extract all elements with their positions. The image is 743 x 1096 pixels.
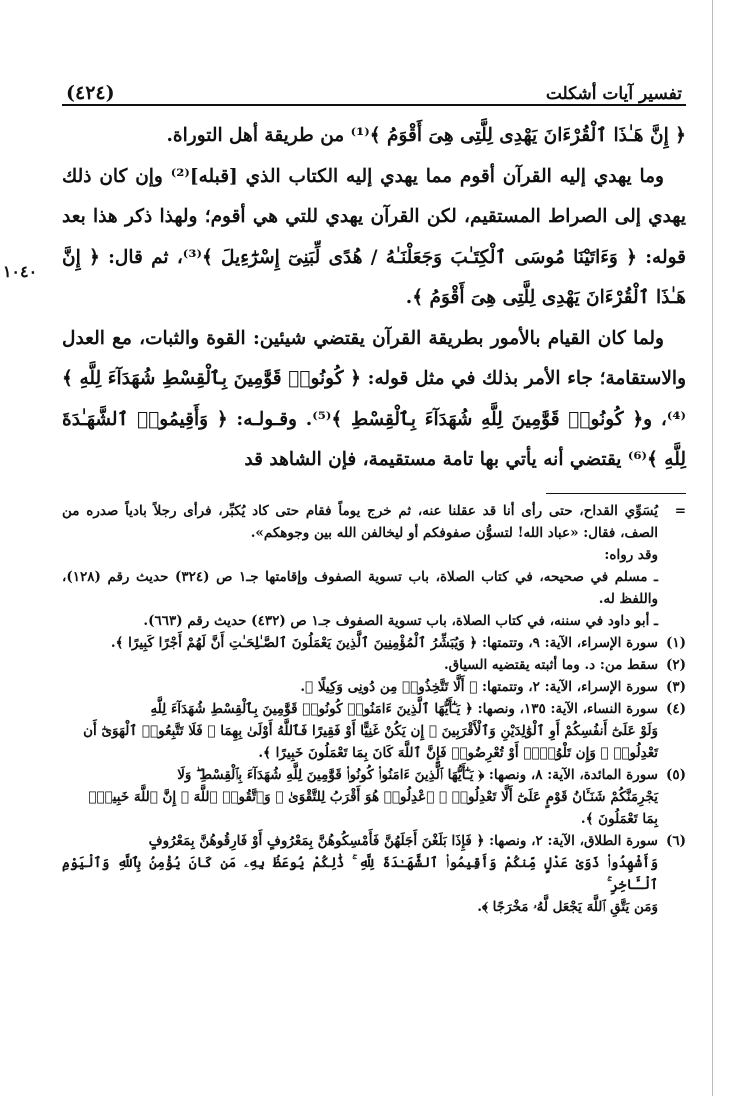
footnote-line: تَعْدِلُوا۟ ۚ وَإِن تَلْوُۥٓا۟ أَوْ تُعْرِضُوا۟ فَإِنَّ ٱللَّهَ كَانَ بِمَا تَعْمَلُونَ خَبِيرًا ﴾. [258,744,658,761]
continuation-line: ـ مسلم في صحيحه، في كتاب الصلاة، باب تسوية الصفوف وإقامتها جـ١ ص (٣٢٤) حديث رقم (١٢٨)، واللفظ له. [62,568,659,607]
continuation-line: وقد رواه: [604,546,658,563]
footnote-line: سورة الطلاق، الآية: ٢، ونصها: ﴿ فَإِذَا بَلَغْنَ أَجَلَهُنَّ فَأَمْسِكُوهُنَّ بِمَعْرُوفٍ أَوْ فَارِقُوهُنَّ بِمَعْرُوفٍ [148,832,658,849]
page-edge-line [712,0,713,1096]
footnote-line: سورة الإسراء، الآية: ٢، وتتمتها: ﴿ أَلَّا تَتَّخِذُوا۟ مِن دُونِى وَكِيلًا ﴾. [300,678,658,695]
continuation-line: يُسَوِّي القداح، حتى رأى أنا قد عقلنا عنه، ثم خرج يوماً فقام حتى كاد يُكبِّر، فرأى رجلاً بادياً صدره من الصف، فقال: «عباد الله! لتسوُّن صفوفكم أو ليخالفن الله بين وجوهكم». [62,502,658,541]
footnote-line: سورة الإسراء، الآية: ٩، وتتمتها: ﴿ وَيُبَشِّرُ ٱلْمُؤْمِنِينَ ٱلَّذِينَ يَعْمَلُونَ ٱلصَّـٰلِحَـٰتِ أَنَّ لَهُمْ أَجْرًا كَبِيرًا ﴾. [110,634,658,651]
footnote-line: بِمَا تَعْمَلُونَ ﴾. [580,810,658,827]
footnote-3 [62,676,686,698]
footnote-line: سورة المائدة، الآية: ٨، ونصها: ﴿ يَـٰٓأَيُّهَا ٱلَّذِينَ ءَامَنُوا۟ كُونُوا۟ قَوَّٰمِينَ لِلَّهِ شُهَدَآءَ بِٱلْقِسْطِ ۖ وَلَا [177,766,658,783]
main-text [62,116,686,481]
footnote-number: (٢) [665,656,686,673]
running-header [62,70,686,106]
continuation-line: ـ أبو داود في سننه، في كتاب الصلاة، باب تسوية الصفوف جـ١ ص (٤٣٢) حديث رقم (٦٦٣). [143,612,658,629]
header-title: تفسير آيات أشكلت [545,84,682,104]
footnote-1 [62,632,686,654]
footnote-number: (١) [665,634,686,651]
footnote-number: (٤) [665,700,686,717]
footnote-line: سقط من: د. وما أثبته يقتضيه السياق. [443,656,658,673]
footnote-number: (٣) [665,678,686,695]
margin-page-number: ١٠٤٠ [2,262,38,281]
footnote-line: وَلَوْ عَلَىٰٓ أَنفُسِكُمْ أَوِ ٱلْوَٰلِدَيْنِ وَٱلْأَقْرَبِينَ ۚ إِن يَكُنْ غَنِيًّا أَوْ فَقِيرًا فَٱللَّهُ أَوْلَىٰ بِهِمَا ۖ فَلَا تَتَّبِعُوا۟ ٱلْهَوَىٰٓ أَن [83,722,658,739]
footnote-number: (٦) [665,832,686,849]
paragraph-3: ولما كان القيام بالأمور بطريقة القرآن يقتضي شيئين: القوة والثبات، مع العدل والاستقامة؛ جاء الأمر بذلك في مثل قوله: ﴿ كُونُوا۟ قَوَّٰمِينَ بِٱلْقِسْطِ شُهَدَآءَ لِلَّهِ ﴾⁽⁴⁾، و﴿ كُونُوا۟ قَوَّٰمِينَ لِلَّهِ شُهَدَآءَ بِٱلْقِسْطِ ﴾⁽⁵⁾. وقـولـه: ﴿ وَأَقِيمُوا۟ ٱلشَّهَـٰدَةَ لِلَّهِ ﴾⁽⁶⁾ يقتضي أنه يأتي بها تامة مستقيمة، فإن الشاهد قد [62,327,686,470]
footnotes [62,500,686,918]
footnote-separator [546,493,686,494]
footnote-line: وَأَشْهِدُوا۟ ذَوَىْ عَدْلٍ مِّنكُمْ وَأَقِيمُوا۟ ٱلشَّهَـٰدَةَ لِلَّهِ ۚ ذَٰلِكُمْ يُوعَظُ بِهِۦ مَن كَانَ يُؤْمِنُ بِٱللَّهِ وَٱلْيَوْمِ ٱلْـَٔاخِرِ ۚ [62,854,658,893]
header-page-number: (٤٢٤) [66,82,115,104]
footnote-2 [62,654,686,676]
footnote-5 [62,764,686,830]
footnote-4 [62,698,686,764]
continuation-marker: = [674,502,686,519]
footnote-number: (٥) [665,766,686,783]
footnote-line: يَجْرِمَنَّكُمْ شَنَـَٔانُ قَوْمٍ عَلَىٰٓ أَلَّا تَعْدِلُوا۟ ۚ ٱعْدِلُوا۟ هُوَ أَقْرَبُ لِلتَّقْوَىٰ ۖ وَٱتَّقُوا۟ ٱللَّهَ ۚ إِنَّ ٱللَّهَ خَبِيرٌۢ [88,788,658,805]
book-page [62,70,686,918]
footnote-line: سورة النساء، الآية: ١٣٥، ونصها: ﴿ يَـٰٓأَيُّهَا ٱلَّذِينَ ءَامَنُوا۟ كُونُوا۟ قَوَّٰمِينَ بِٱلْقِسْطِ شُهَدَآءَ لِلَّهِ [150,700,658,717]
footnote-6 [62,830,686,918]
footnote-continuation [62,500,686,632]
paragraph-1: ﴿ إِنَّ هَـٰذَا ٱلْقُرْءَانَ يَهْدِى لِلَّتِى هِىَ أَقْوَمُ ﴾⁽¹⁾ من طريقة أهل التوراة. [166,125,686,146]
footnote-line: وَمَن يَتَّقِ ٱللَّهَ يَجْعَل لَّهُۥ مَخْرَجًا ﴾. [477,898,658,915]
paragraph-2: وما يهدي إليه القرآن أقوم مما يهدي إليه الكتاب الذي [قبله]⁽²⁾ وإن كان ذلك يهدي إلى الصراط المستقيم، لكن القرآن يهدي للتي هي أقوم؛ ولهذا ذكر هذا بعد قوله: ﴿ وَءَاتَيْنَا مُوسَى ٱلْكِتَـٰبَ وَجَعَلْنَـٰهُ / هُدًى لِّبَنِىٓ إِسْرَٰٓءِيلَ ﴾⁽³⁾، ثم قال: ﴿ إِنَّ هَـٰذَا ٱلْقُرْءَانَ يَهْدِى لِلَّتِى هِىَ أَقْوَمُ ﴾. [62,165,686,308]
